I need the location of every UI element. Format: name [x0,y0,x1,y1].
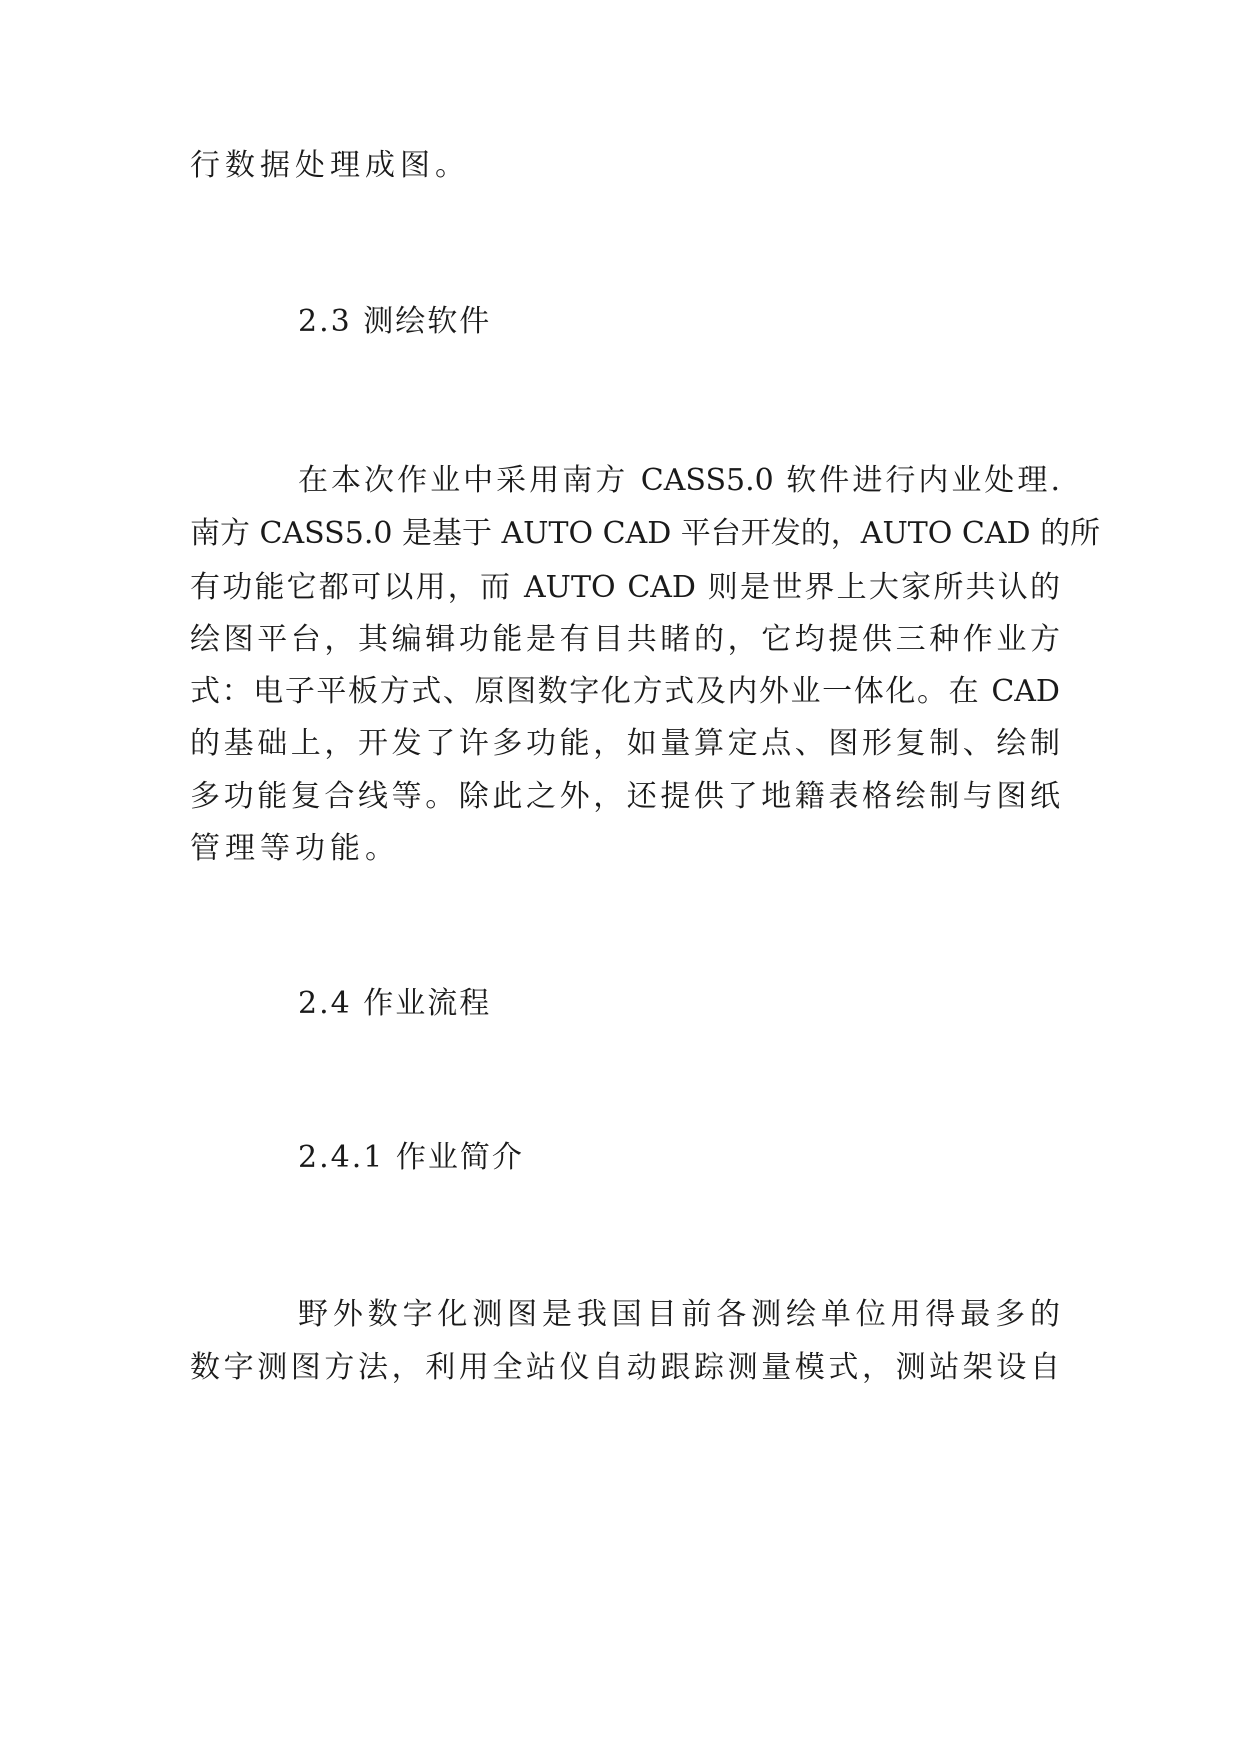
paragraph-line: 在本次作业中采用南方 CASS5.0 软件进行内业处理. [298,463,1060,498]
paragraph-line: 多功能复合线等。除此之外，还提供了地籍表格绘制与图纸 [190,779,1060,814]
section-heading-2-4: 2.4 作业流程 [298,986,492,1021]
paragraph-line: 绘图平台，其编辑功能是有目共睹的，它均提供三种作业方 [190,622,1060,657]
paragraph-line: 式：电子平板方式、原图数字化方式及内外业一体化。在 CAD [190,674,1060,709]
paragraph-line: 行数据处理成图。 [190,148,470,183]
paragraph-line: 南方 CASS5.0 是基于 AUTO CAD 平台开发的，AUTO CAD 的所 [190,516,1101,551]
paragraph-line: 野外数字化测图是我国目前各测绘单位用得最多的 [298,1297,1060,1332]
paragraph-line: 有功能它都可以用，而 AUTO CAD 则是世界上大家所共认的 [190,570,1060,605]
paragraph-line: 数字测图方法，利用全站仪自动跟踪测量模式，测站架设自 [190,1350,1060,1385]
paragraph-line: 管理等功能。 [190,831,400,866]
paragraph-line: 的基础上，开发了许多功能，如量算定点、图形复制、绘制 [190,726,1060,761]
section-heading-2-4-1: 2.4.1 作业简介 [298,1140,524,1175]
section-heading-2-3: 2.3 测绘软件 [298,304,492,339]
